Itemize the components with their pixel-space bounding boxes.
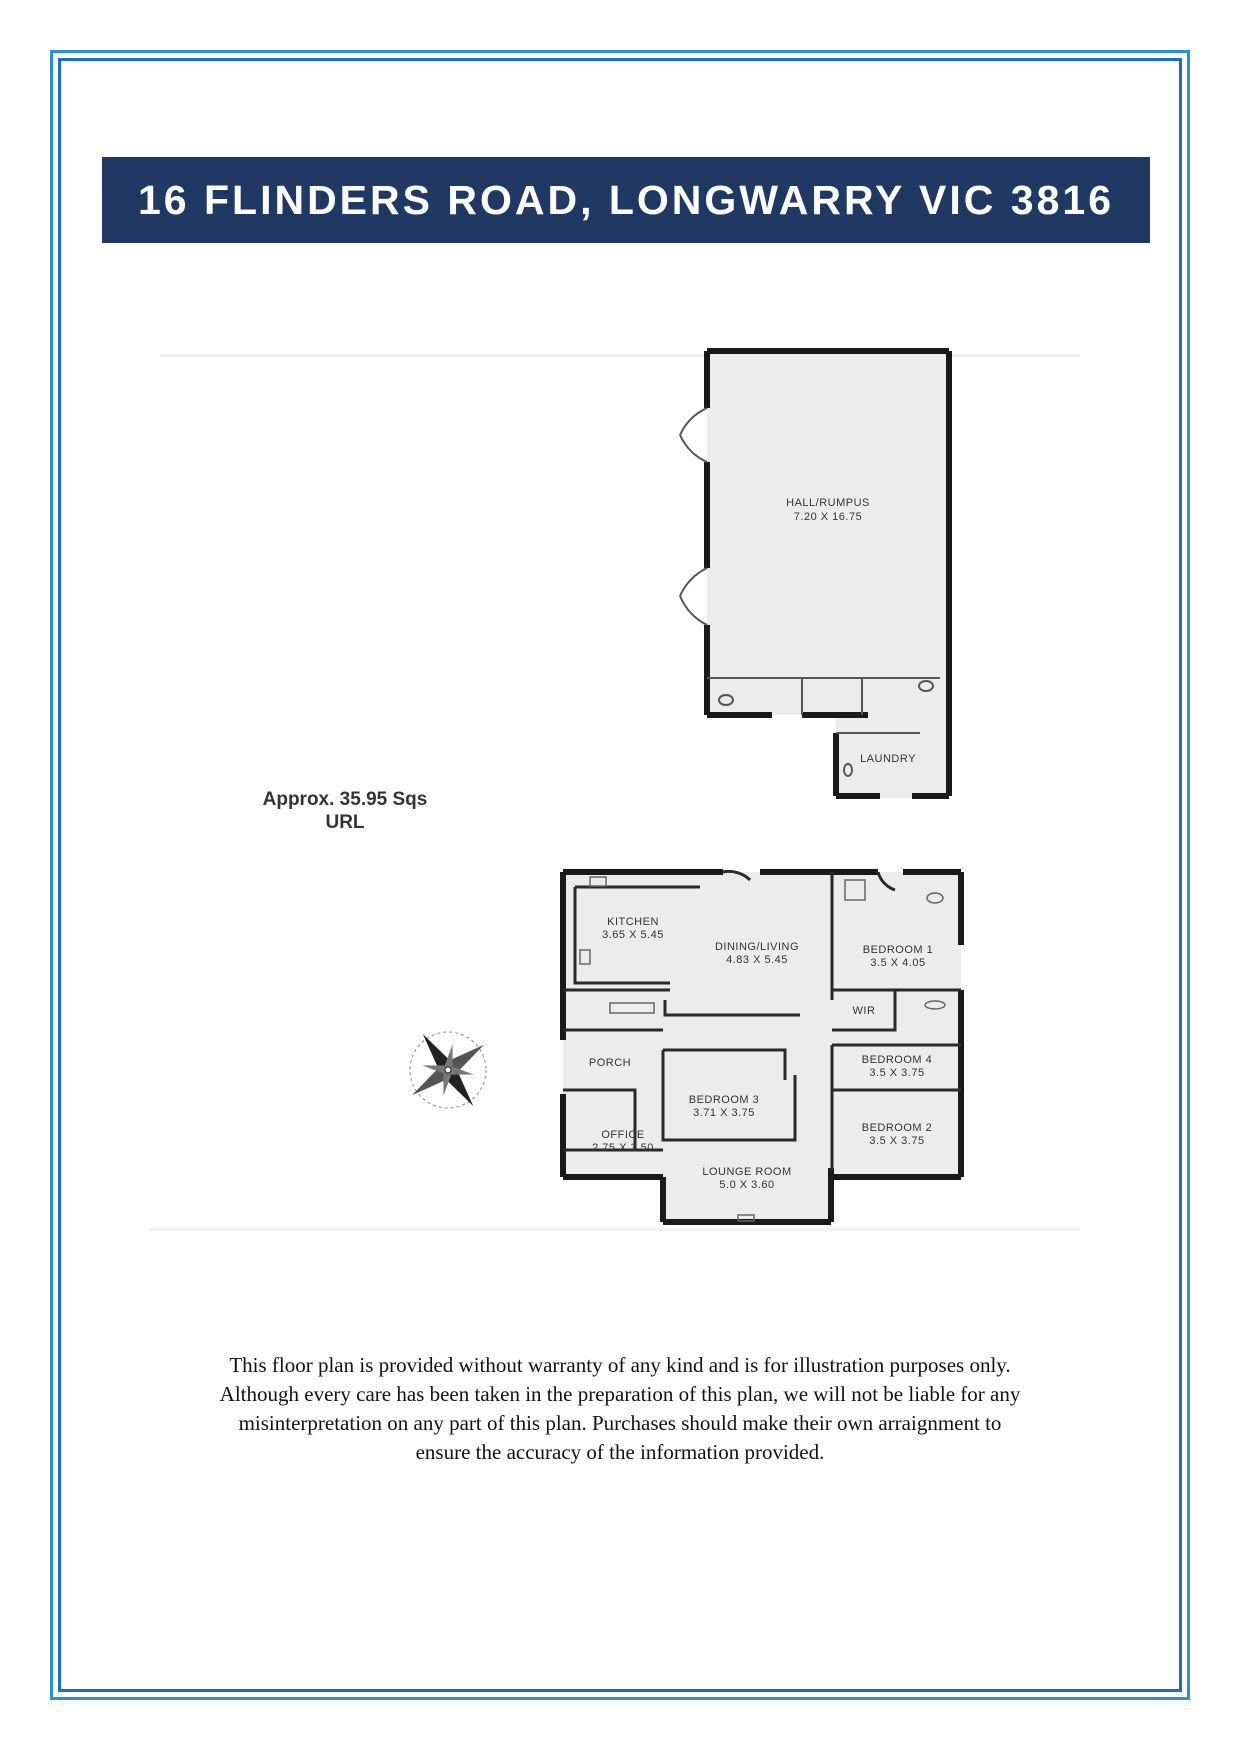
porch-label: PORCH (588, 1057, 632, 1069)
hall-door-swing-1 (680, 408, 707, 435)
hall-dims: 7.20 X 16.75 (793, 511, 863, 523)
lounge-label: LOUNGE ROOM (702, 1166, 792, 1178)
area-label (230, 788, 460, 834)
laundry-label: LAUNDRY (860, 753, 916, 765)
disclaimer-line: This floor plan is provided without warranty of any kind and is for illustration purposes only. (229, 1353, 1011, 1377)
hall-door-swing-3 (680, 568, 707, 596)
main-house (563, 871, 961, 1222)
plan-backdrop-bottom (150, 1228, 1080, 1231)
wir-label: WIR (852, 1005, 876, 1017)
office-dims: 2.75 X 3.50 (592, 1142, 654, 1154)
compass-rose-icon (408, 1030, 488, 1110)
bedroom1-dims: 3.5 X 4.05 (870, 957, 926, 969)
bedroom3-dims: 3.71 X 3.75 (693, 1107, 755, 1119)
kitchen-dims: 3.65 X 5.45 (602, 929, 664, 941)
disclaimer-line: misinterpretation on any part of this plan. Purchases should make their own arraignment to (238, 1411, 1002, 1435)
hall-floor (707, 351, 949, 715)
lounge-dims: 5.0 X 3.60 (719, 1179, 775, 1191)
bedroom4-label: BEDROOM 4 (861, 1054, 933, 1066)
hall-label: HALL/RUMPUS (786, 497, 870, 509)
office-label: OFFICE (601, 1129, 645, 1141)
dining-label: DINING/LIVING (714, 941, 800, 953)
disclaimer-line: Although every care has been taken in the preparation of this plan, we will not be liable for any (219, 1382, 1021, 1406)
bedroom2-label: BEDROOM 2 (861, 1122, 933, 1134)
dining-dims: 4.83 X 5.45 (726, 954, 788, 966)
bedroom4-dims: 3.5 X 3.75 (869, 1067, 925, 1079)
bedroom3-label: BEDROOM 3 (688, 1094, 760, 1106)
hall-door-swing-4 (680, 596, 707, 625)
bedroom2-dims: 3.5 X 3.75 (869, 1135, 925, 1147)
page-title: 16 FLINDERS ROAD, LONGWARRY VIC 3816 (137, 176, 1114, 223)
disclaimer (130, 1351, 1110, 1467)
area-value: Approx. 35.95 Sqs (262, 789, 428, 810)
hall-door-swing-2 (680, 435, 707, 462)
bedroom1-label: BEDROOM 1 (862, 944, 934, 956)
disclaimer-line: ensure the accuracy of the information provided. (415, 1440, 825, 1464)
outbuilding (680, 351, 949, 798)
area-unit-note: URL (325, 812, 365, 833)
kitchen-label: KITCHEN (607, 916, 659, 928)
